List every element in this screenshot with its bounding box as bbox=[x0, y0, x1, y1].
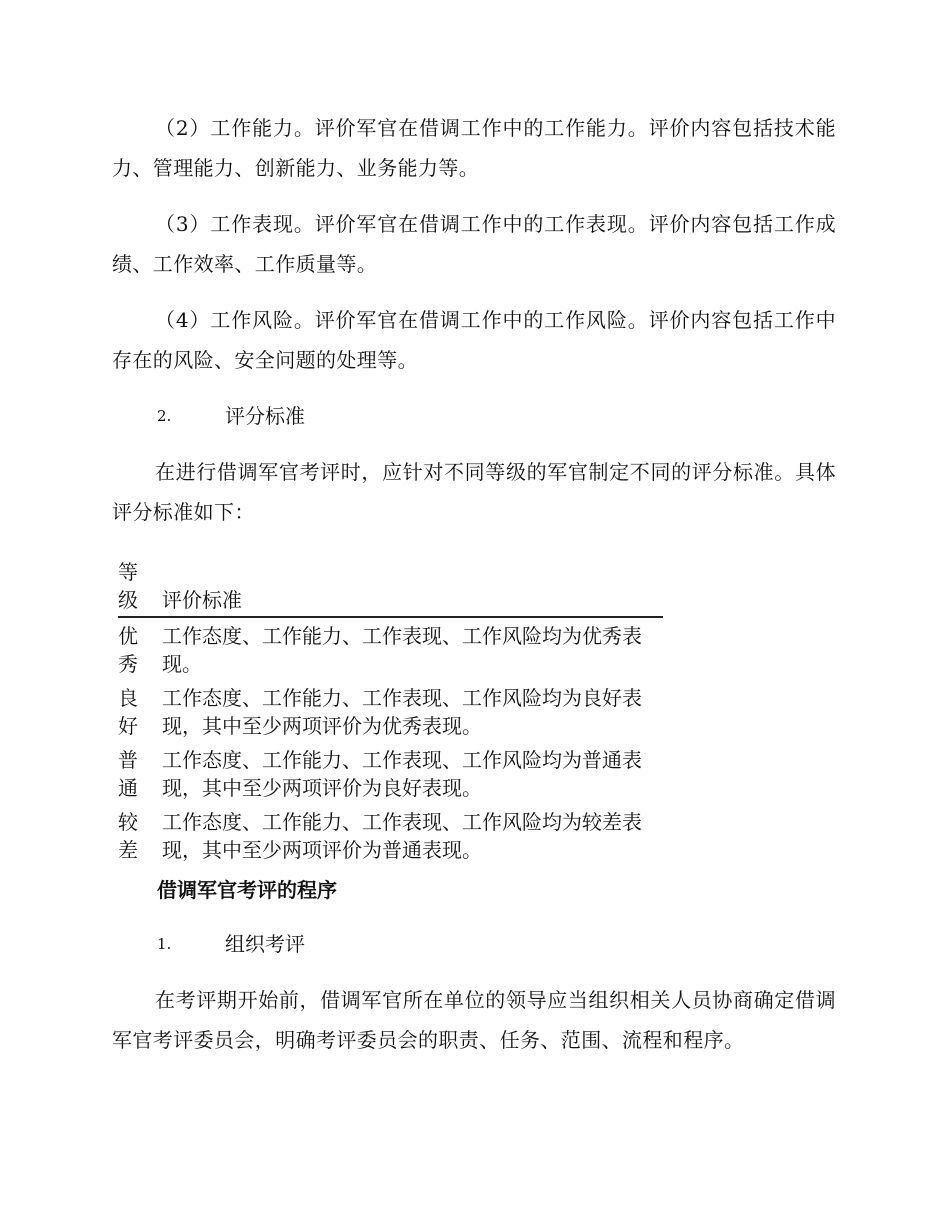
paragraph-work-risk: （4）工作风险。评价军官在借调工作中的工作风险。评价内容包括工作中存在的风险、安全问题的处理等。 bbox=[112, 308, 836, 372]
header-level: 等级 bbox=[118, 558, 162, 617]
cell-level: 良好 bbox=[118, 686, 138, 738]
paragraph-work-performance: （3）工作表现。评价军官在借调工作中的工作表现。评价内容包括工作成绩、工作效率、工作质量等。 bbox=[112, 212, 836, 276]
cell-level: 优秀 bbox=[118, 624, 138, 676]
paragraph-scoring-intro: 在进行借调军官考评时，应针对不同等级的军官制定不同的评分标准。具体评分标准如下： bbox=[112, 460, 836, 524]
header-criteria: 评价标准 bbox=[162, 558, 663, 617]
cell-level: 较差 bbox=[118, 810, 138, 862]
cell-level: 普通 bbox=[118, 748, 138, 800]
paragraph-organize-evaluation: 在考评期开始前，借调军官所在单位的领导应当组织相关人员协商确定借调军官考评委员会，明确考评委员会的职责、任务、范围、流程和程序。 bbox=[112, 988, 836, 1052]
procedure-title: 组织考评 bbox=[225, 932, 305, 956]
cell-criteria: 工作态度、工作能力、工作表现、工作风险均为良好表现，其中至少两项评价为优秀表现。 bbox=[162, 686, 642, 738]
paragraph-work-ability: （2）工作能力。评价军官在借调工作中的工作能力。评价内容包括技术能力、管理能力、创新能力、业务能力等。 bbox=[112, 116, 836, 180]
table-row bbox=[118, 680, 663, 742]
table-header-row bbox=[118, 558, 663, 617]
section-scoring-standard-heading bbox=[112, 396, 836, 436]
procedure-heading: 借调军官考评的程序 bbox=[157, 878, 337, 902]
table-row bbox=[118, 804, 663, 866]
grading-table bbox=[118, 558, 663, 866]
cell-criteria: 工作态度、工作能力、工作表现、工作风险均为优秀表现。 bbox=[162, 624, 642, 676]
section-number: 2. bbox=[157, 407, 172, 425]
procedure-number: 1. bbox=[157, 935, 172, 953]
section-title: 评分标准 bbox=[225, 404, 305, 428]
document-page bbox=[112, 108, 836, 1076]
cell-criteria: 工作态度、工作能力、工作表现、工作风险均为较差表现，其中至少两项评价为普通表现。 bbox=[162, 810, 642, 862]
table-row bbox=[118, 617, 663, 680]
cell-criteria: 工作态度、工作能力、工作表现、工作风险均为普通表现，其中至少两项评价为良好表现。 bbox=[162, 748, 642, 800]
table-row bbox=[118, 742, 663, 804]
procedure-step-heading bbox=[112, 924, 836, 964]
